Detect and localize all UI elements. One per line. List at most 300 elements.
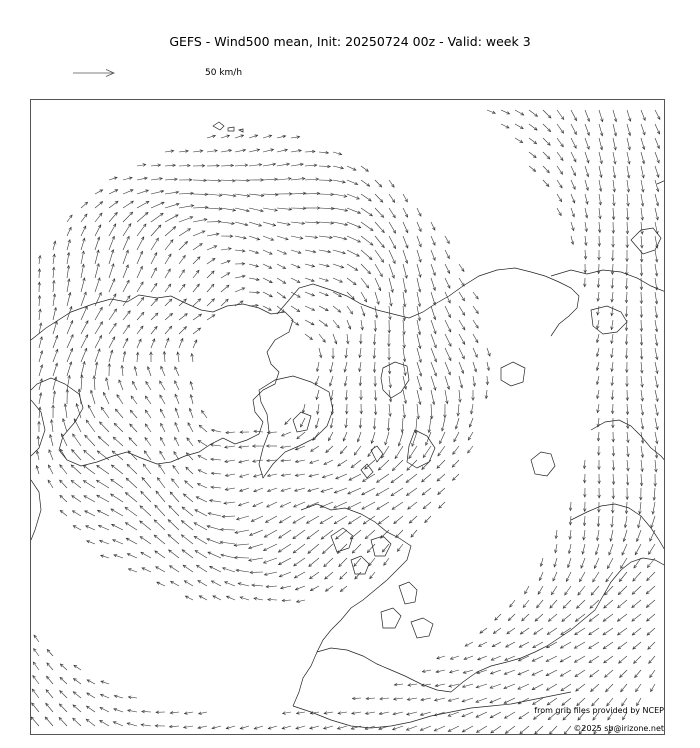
- wind-vector: [606, 684, 613, 692]
- wind-vector: [109, 279, 115, 292]
- wind-vector: [127, 464, 137, 474]
- wind-vector: [194, 536, 207, 544]
- wind-vector: [324, 460, 333, 465]
- wind-vector: [67, 335, 73, 348]
- wind-vector: [293, 530, 305, 539]
- wind-vector: [109, 212, 117, 222]
- wind-vector: [336, 474, 347, 479]
- wind-vector: [151, 238, 158, 250]
- wind-vector: [137, 201, 149, 208]
- wind-vector: [114, 423, 123, 432]
- wind-vector: [560, 670, 571, 676]
- reference-arrow-label: 50 km/h: [205, 68, 243, 78]
- wind-vector: [591, 684, 599, 692]
- wind-vector: [571, 110, 577, 121]
- wind-vector: [31, 717, 39, 726]
- wind-vector: [564, 726, 571, 734]
- wind-vector: [361, 222, 373, 231]
- wind-vector: [490, 712, 501, 718]
- wind-vector: [592, 698, 599, 706]
- wind-vector: [551, 586, 557, 595]
- wind-vector: [557, 166, 563, 174]
- wind-vector: [389, 236, 396, 249]
- wind-vector: [193, 207, 208, 208]
- wind-vector: [649, 656, 655, 663]
- wind-vector: [137, 339, 141, 348]
- wind-vector: [160, 437, 165, 446]
- wind-vector: [374, 334, 375, 345]
- wind-vector: [81, 321, 88, 334]
- wind-vector: [549, 726, 557, 734]
- wind-vector: [193, 257, 200, 264]
- wind-vector: [361, 194, 371, 201]
- wind-vector: [422, 488, 431, 495]
- wind-vector: [362, 502, 375, 509]
- wind-vector: [179, 229, 190, 236]
- wind-vector: [308, 544, 319, 553]
- wind-vector: [347, 222, 361, 228]
- wind-vector: [151, 326, 157, 334]
- wind-vector: [221, 165, 234, 166]
- wind-vector: [74, 419, 81, 432]
- wind-vector: [378, 460, 389, 470]
- wind-vector: [117, 395, 123, 404]
- wind-vector: [146, 382, 151, 391]
- wind-vector: [622, 698, 627, 706]
- wind-vector: [165, 299, 172, 306]
- wind-vector: [222, 516, 235, 517]
- wind-vector: [111, 465, 123, 474]
- wind-vector: [94, 376, 95, 390]
- wind-vector: [169, 506, 179, 517]
- wind-vector: [207, 284, 214, 292]
- wind-vector: [123, 236, 129, 250]
- wind-vector: [650, 530, 655, 541]
- wind-vector: [620, 670, 627, 678]
- wind-vector: [375, 278, 381, 291]
- wind-vector: [423, 502, 431, 509]
- wind-vector: [532, 684, 543, 690]
- wind-vector: [439, 502, 445, 508]
- wind-vector: [235, 301, 243, 306]
- wind-vector: [181, 535, 193, 544]
- wind-vector: [571, 180, 575, 189]
- wind-vector: [648, 642, 655, 649]
- wind-vector: [612, 264, 613, 274]
- wind-vector-head: [187, 229, 190, 232]
- wind-vector: [126, 478, 137, 488]
- wind-vector: [81, 335, 88, 348]
- wind-vector: [391, 474, 403, 483]
- wind-vector: [168, 535, 179, 545]
- wind-vector: [293, 544, 305, 553]
- wind-vector: [532, 656, 543, 661]
- wind-vector: [193, 284, 199, 292]
- wind-vector: [453, 446, 459, 454]
- wind-vector: [395, 446, 403, 459]
- wind-vector: [633, 572, 641, 581]
- wind-vector: [210, 566, 221, 572]
- wind-vector: [67, 321, 73, 334]
- wind-vector: [145, 410, 151, 418]
- wind-vector: [193, 244, 202, 251]
- wind-vector: [60, 465, 67, 474]
- copyright-credit: ©2025 sb@irizone.net: [573, 724, 664, 733]
- wind-vector: [641, 264, 642, 276]
- wind-vector: [301, 418, 306, 427]
- wind-vector: [339, 558, 347, 567]
- wind-vector: [141, 552, 151, 558]
- wind-vector: [85, 435, 95, 446]
- wind-vector: [434, 726, 445, 731]
- wind-vector: [221, 273, 230, 278]
- wind-vector: [125, 523, 137, 530]
- wind-vector: [606, 572, 613, 582]
- wind-vector: [130, 410, 137, 418]
- wind-vector: [647, 572, 655, 581]
- wind-vector: [202, 410, 208, 418]
- wind-vector: [251, 516, 263, 521]
- wind-vector: [647, 614, 655, 621]
- wind-vector: [321, 530, 333, 539]
- wind-vector: [354, 446, 361, 455]
- wind-vector: [165, 284, 171, 292]
- wind-vector: [84, 450, 95, 460]
- wind-vector: [375, 180, 382, 187]
- wind-vector: [32, 689, 39, 698]
- wind-vector: [81, 306, 87, 320]
- wind-vector: [95, 202, 103, 208]
- wind-vector: [459, 306, 465, 315]
- wind-vector: [543, 138, 550, 145]
- wind-vector: [60, 480, 67, 488]
- wind-vector: [431, 362, 436, 376]
- wind-vector: [132, 381, 137, 390]
- wind-vector: [183, 565, 193, 572]
- wind-vector: [85, 511, 95, 516]
- wind-vector: [646, 600, 655, 607]
- wind-vector: [476, 712, 487, 717]
- wind-vector: [137, 251, 143, 264]
- wind-vector: [109, 201, 118, 208]
- wind-vector: [95, 322, 103, 334]
- wind-vector: [99, 525, 110, 530]
- wind-vector: [375, 222, 384, 233]
- wind-vector: [47, 663, 53, 670]
- wind-vector: [535, 614, 543, 621]
- wind-vector: [264, 544, 278, 551]
- wind-vector: [412, 432, 417, 446]
- wind-vector: [632, 614, 641, 621]
- wind-vector-head: [391, 493, 394, 496]
- wind-vector: [537, 600, 543, 608]
- wind-vector: [547, 628, 557, 635]
- wind-vector: [590, 600, 599, 608]
- wind-vector: [622, 544, 627, 555]
- wind-vector: [95, 307, 102, 320]
- wind-vector: [305, 222, 319, 223]
- wind-vector: [142, 478, 151, 489]
- wind-vector: [187, 438, 193, 446]
- wind-vector: [109, 323, 116, 334]
- wind-vector: [409, 446, 417, 459]
- wind-vector: [123, 224, 131, 236]
- wind-vector: [340, 446, 347, 454]
- wind-vector: [633, 642, 641, 649]
- wind-vector: [333, 292, 341, 297]
- wind-vector: [319, 194, 334, 195]
- wind-vector: [165, 215, 178, 222]
- wind-vector: [81, 226, 86, 236]
- wind-vector: [305, 193, 320, 194]
- wind-vector: [326, 446, 333, 453]
- wind-vector: [334, 516, 347, 524]
- wind-vector: [571, 124, 576, 135]
- wind-vector: [562, 698, 571, 705]
- wind-vector: [347, 264, 358, 270]
- wind-vector: [607, 698, 613, 706]
- wind-vector: [361, 264, 371, 274]
- wind-vector: [293, 516, 305, 523]
- wind-vector: [154, 520, 165, 530]
- wind-vector: [445, 348, 451, 361]
- wind-vector: [641, 278, 642, 290]
- wind-vector: [151, 202, 164, 208]
- wind-vector: [473, 292, 478, 299]
- wind-vector: [328, 432, 333, 441]
- wind-vector: [519, 712, 529, 719]
- wind-vector: [73, 705, 81, 712]
- wind-vector: [263, 194, 278, 195]
- wind-vector: [194, 523, 207, 530]
- wind-vector: [160, 409, 165, 418]
- wind-vector: [407, 488, 418, 496]
- wind-vector: [60, 691, 67, 698]
- wind-vector: [221, 530, 235, 531]
- wind-vector: [279, 516, 291, 523]
- wind-vector: [179, 166, 190, 167]
- wind-vector: [543, 166, 549, 173]
- wind-vector: [111, 494, 123, 502]
- wind-vector: [637, 698, 641, 706]
- wind-vector: [651, 684, 655, 692]
- wind-vector: [591, 586, 599, 595]
- wind-vector: [375, 250, 384, 262]
- wind-vector: [492, 642, 501, 647]
- wind-vector: [437, 460, 445, 468]
- wind-vector: [279, 530, 291, 538]
- wind-vector: [589, 656, 599, 663]
- wind-vector: [340, 572, 347, 579]
- wind-vector: [477, 726, 488, 732]
- wind-vector: [641, 306, 642, 317]
- wind-vector: [72, 511, 81, 516]
- wind-vector: [47, 676, 54, 684]
- wind-vector: [109, 236, 114, 250]
- wind-vector: [562, 614, 571, 621]
- wind-vector: [123, 311, 130, 320]
- wind-vector: [407, 460, 417, 470]
- wind-vector: [525, 586, 529, 594]
- wind-vector: [109, 190, 118, 194]
- wind-vector: [319, 208, 334, 209]
- wind-vector: [431, 334, 436, 348]
- wind-vector: [375, 208, 384, 217]
- wind-vector: [141, 491, 151, 502]
- wind-vector: [145, 424, 151, 432]
- wind-vector: [594, 558, 599, 568]
- wind-vector: [115, 409, 123, 418]
- wind-vector: [468, 432, 473, 440]
- wind-vector: [197, 565, 208, 572]
- wind-vector: [207, 315, 215, 320]
- wind-vector: [575, 670, 585, 677]
- wind-vector: [319, 334, 325, 342]
- wind-vector: [641, 334, 642, 345]
- wind-vector: [137, 224, 146, 236]
- wind-vector: [445, 334, 451, 346]
- wind-vector: [307, 530, 319, 539]
- wind-vector: [253, 502, 263, 507]
- wind-vector: [193, 328, 201, 334]
- wind-vector: [137, 282, 143, 292]
- wind-vector: [97, 451, 109, 460]
- wind-vector: [140, 521, 151, 530]
- wind-vector: [165, 240, 173, 250]
- wind-vector: [635, 670, 641, 678]
- wind-vector: [515, 124, 523, 129]
- wind-vector: [389, 194, 395, 202]
- wind-vector: [627, 278, 628, 289]
- wind-vector: [440, 432, 445, 444]
- wind-vector: [83, 481, 95, 489]
- wind-vector: [207, 539, 221, 544]
- wind-vector: [207, 271, 214, 278]
- wind-vector: [381, 530, 390, 538]
- wind-vector: [48, 465, 53, 474]
- wind-vector: [46, 690, 53, 698]
- wind-vector: [221, 299, 228, 306]
- wind-vector: [100, 720, 109, 726]
- wind-vector: [123, 212, 133, 222]
- wind-vector: [59, 704, 67, 712]
- wind-vector: [576, 684, 585, 691]
- wind-vector: [60, 677, 67, 684]
- wind-vector: [60, 449, 67, 460]
- wind-vector: [506, 642, 515, 647]
- wind-vector: [86, 420, 95, 432]
- wind-vector: [350, 530, 361, 539]
- wind-vector: [179, 299, 186, 306]
- wind-vector: [546, 656, 557, 662]
- wind-vector: [438, 446, 445, 456]
- wind-vector-field: [31, 110, 660, 734]
- wind-vector: [347, 278, 356, 285]
- wind-vector: [619, 572, 627, 582]
- wind-vector: [196, 497, 207, 502]
- wind-vector: [182, 507, 193, 516]
- wind-vector: [179, 217, 193, 222]
- wind-vector: [32, 703, 39, 712]
- wind-vector: [515, 110, 524, 115]
- wind-vector: [641, 292, 642, 304]
- wind-vector: [72, 496, 81, 502]
- wind-vector: [589, 628, 599, 635]
- wind-vector: [81, 375, 82, 390]
- wind-vector: [333, 320, 339, 328]
- wind-vector: [137, 266, 142, 278]
- wind-vector: [550, 600, 557, 608]
- wind-vector: [125, 507, 137, 516]
- wind-vector: [263, 278, 272, 283]
- wind-vector: [165, 326, 172, 334]
- wind-vector: [402, 418, 403, 432]
- wind-vector: [320, 516, 333, 524]
- wind-vector: [618, 642, 627, 649]
- wind-vector: [423, 446, 431, 458]
- wind-vector: [348, 502, 361, 509]
- wind-vector: [100, 707, 109, 712]
- wind-vector: [125, 493, 137, 503]
- wind-vector: [103, 392, 109, 404]
- wind-vector: [151, 213, 163, 222]
- wind-vector: [632, 600, 641, 608]
- wind-vector: [378, 516, 389, 524]
- wind-vector: [97, 480, 110, 488]
- wind-vector: [632, 586, 641, 594]
- wind-vector: [431, 404, 432, 419]
- wind-vector: [553, 572, 557, 581]
- wind-vector: [532, 670, 543, 675]
- wind-vector: [362, 488, 375, 495]
- wind-vector: [156, 567, 165, 572]
- wind-vector: [589, 614, 599, 621]
- wind-vector: [593, 572, 599, 582]
- wind-vector: [557, 208, 561, 216]
- wind-vector: [561, 684, 571, 691]
- wind-vector: [617, 614, 627, 621]
- wind-vector: [375, 236, 384, 248]
- wind-vector: [137, 326, 143, 334]
- wind-vector: [580, 572, 586, 582]
- wind-vector: [543, 152, 550, 159]
- wind-vector: [354, 558, 361, 566]
- wind-vector: [422, 474, 431, 482]
- wind-vector: [277, 278, 286, 283]
- wind-vector: [603, 614, 613, 621]
- wind-vector: [160, 395, 165, 404]
- wind-vector: [406, 474, 417, 483]
- wind-vector: [361, 250, 372, 260]
- wind-vector: [183, 494, 193, 502]
- wind-vector: [291, 306, 300, 312]
- wind-vector: [174, 452, 179, 460]
- wind-vector: [109, 309, 117, 320]
- wind-vector: [543, 124, 551, 132]
- wind-vector: [347, 208, 361, 213]
- wind-vector: [520, 628, 529, 634]
- wind-vector: [123, 250, 128, 264]
- wind-vector: [351, 460, 361, 468]
- wind-vector: [621, 558, 627, 568]
- wind-vector: [408, 502, 417, 509]
- wind-map: [31, 100, 665, 735]
- wind-vector: [571, 152, 576, 162]
- wind-vector: [297, 432, 305, 439]
- wind-vector: [459, 264, 464, 272]
- wind-vector: [48, 480, 53, 488]
- wind-vector: [59, 717, 67, 726]
